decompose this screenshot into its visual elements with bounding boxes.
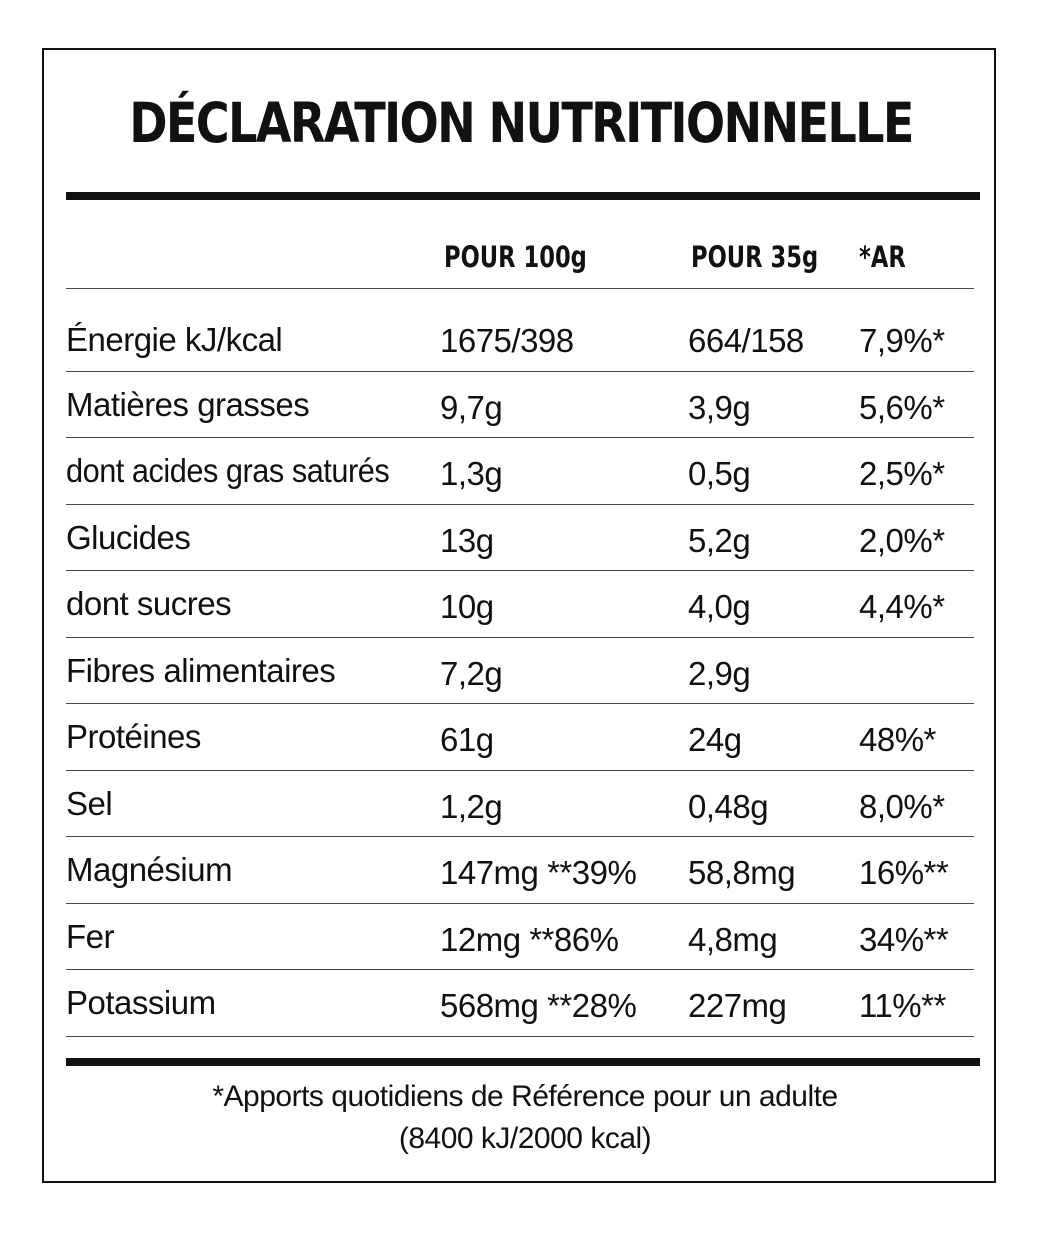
- table-row-sel: [66, 771, 974, 838]
- value-per100: 147mg **39%: [440, 854, 637, 891]
- value-per35: 0,48g: [688, 787, 769, 825]
- value-ar: 16%**: [859, 854, 949, 891]
- row-label: Sel: [66, 784, 113, 822]
- value-per35: 4,8mg: [688, 920, 778, 958]
- value-per100: 12mg **86%: [440, 920, 619, 958]
- table-row-potassium: [66, 970, 974, 1037]
- value-ar: 2,5%*: [859, 455, 945, 492]
- value-per100: 10g: [440, 588, 494, 625]
- value-per35: 5,2g: [688, 521, 751, 559]
- value-per100: 1,3g: [440, 455, 503, 492]
- value-per35: 4,0g: [688, 588, 751, 625]
- row-label: Glucides: [66, 518, 191, 556]
- value-per35: 2,9g: [688, 654, 751, 692]
- column-header-ar: *AR: [859, 240, 906, 274]
- page-title: DÉCLARATION NUTRITIONNELLE: [129, 91, 913, 155]
- value-ar: 5,6%*: [859, 388, 945, 426]
- value-per35: 0,5g: [688, 455, 751, 492]
- table-row-matieres-grasses: [66, 372, 974, 439]
- row-label: Protéines: [66, 718, 201, 755]
- value-ar: 2,0%*: [859, 521, 945, 559]
- value-ar: 48%*: [859, 721, 936, 758]
- value-ar: 11%**: [859, 987, 946, 1024]
- value-per35: 58,8mg: [688, 854, 796, 891]
- table-row-glucides: [66, 505, 974, 572]
- value-per35: 3,9g: [688, 388, 751, 426]
- value-per35: 664/158: [688, 322, 804, 359]
- table-row-sucres: [66, 571, 974, 638]
- table-header: [66, 238, 974, 289]
- table-row-energie: [66, 305, 974, 372]
- value-per35: 227mg: [688, 987, 787, 1024]
- column-header-per35: POUR 35g: [691, 240, 819, 274]
- row-label: Énergie kJ/kcal: [66, 321, 283, 358]
- footnote-line-1: *Apports quotidiens de Référence pour un adulte: [212, 1080, 838, 1113]
- row-label: Fer: [66, 917, 114, 955]
- table-row-magnesium: [66, 837, 974, 904]
- value-per35: 24g: [688, 721, 742, 758]
- row-label: Potassium: [66, 984, 216, 1021]
- table-row-proteines: [66, 704, 974, 771]
- table-row-fibres: [66, 638, 974, 705]
- value-per100: 1,2g: [440, 787, 503, 825]
- row-label: Magnésium: [66, 851, 233, 888]
- value-per100: 568mg **28%: [440, 987, 637, 1024]
- nutrition-table: [66, 305, 974, 1037]
- value-per100: 13g: [440, 521, 494, 559]
- row-label: Fibres alimentaires: [66, 651, 336, 689]
- value-ar: 7,9%*: [859, 322, 945, 359]
- row-label: Matières grasses: [66, 385, 310, 423]
- value-ar: 4,4%*: [859, 588, 945, 625]
- table-row-acides-gras-satures: [66, 438, 974, 505]
- value-per100: 9,7g: [440, 388, 503, 426]
- row-label: dont sucres: [66, 585, 232, 622]
- value-ar: 34%**: [859, 920, 949, 958]
- table-row-fer: [66, 904, 974, 971]
- value-per100: 7,2g: [440, 654, 503, 692]
- column-header-per100: POUR 100g: [444, 240, 587, 274]
- value-per100: 61g: [440, 721, 494, 758]
- top-divider: [66, 192, 980, 200]
- footnote: [0, 1076, 1042, 1160]
- bottom-divider: [66, 1058, 980, 1066]
- value-per100: 1675/398: [440, 322, 574, 359]
- row-label: dont acides gras saturés: [66, 452, 390, 489]
- footnote-line-2: (8400 kJ/2000 kcal): [398, 1122, 652, 1155]
- value-ar: 8,0%*: [859, 787, 945, 825]
